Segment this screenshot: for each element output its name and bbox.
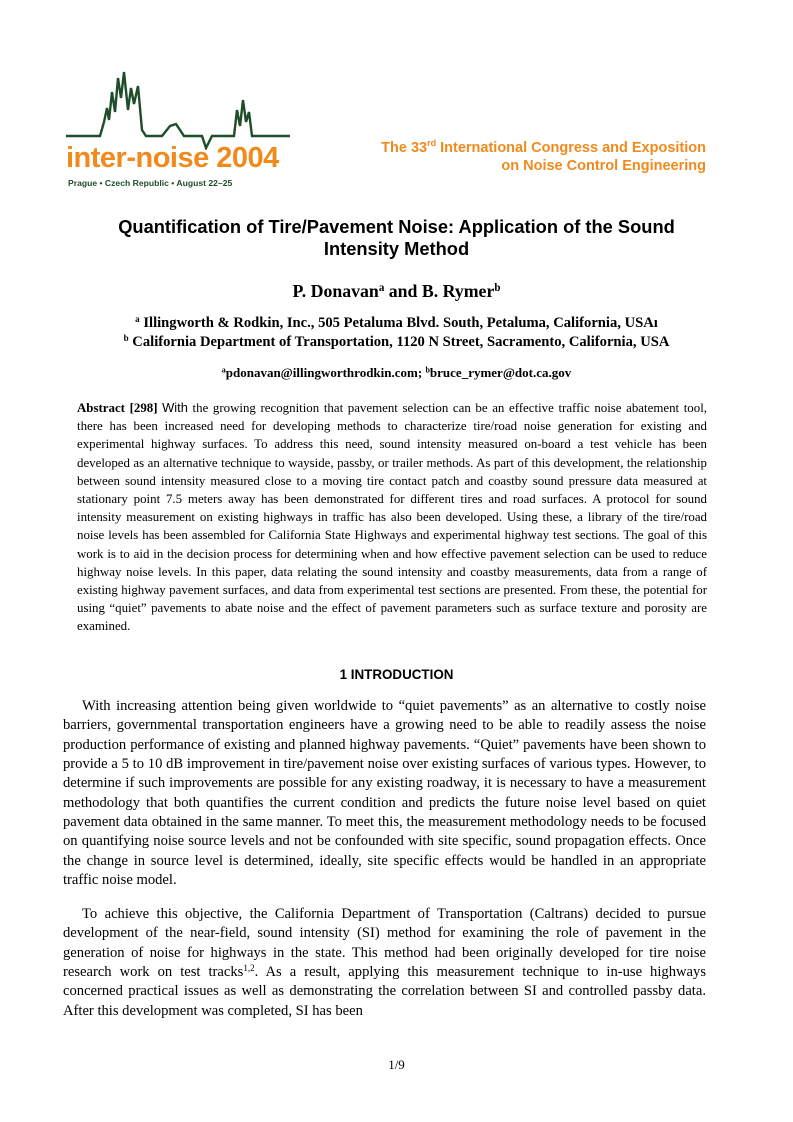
affiliation-a: $^a$ Illingworth & Rodkin, Inc., 505 Petaluma Blvd. South, Petaluma, California, USAı [135, 314, 658, 331]
section-heading: 1 INTRODUCTION [339, 667, 454, 682]
author-name: P. Donavan [292, 281, 379, 301]
conference-line-2: on Noise Control Engineering [501, 158, 706, 174]
author-name: B. Rymer [421, 281, 495, 301]
logo-tagline: Prague • Czech Republic • August 22–25 [68, 178, 233, 188]
inter-noise-logo [62, 70, 294, 195]
citation-ref: 1,2 [243, 963, 255, 974]
conference-name [381, 139, 706, 175]
conference-line-1: The 33rd International Congress and Exposition [381, 138, 706, 156]
page-number: 1/9 [388, 1057, 405, 1072]
affiliation-b: $^b$ California Department of Transportation, 1120 N Street, Sacramento, California, USA [123, 333, 670, 350]
author-list: P. Donavan$^a$ and B. Rymer$^b$ [292, 281, 501, 301]
abstract-label: Abstract [298] [77, 401, 158, 415]
paper-title: Quantification of Tire/Pavement Noise: Application of the Sound Intensity Method [118, 216, 675, 259]
author-emails: $^a$pdonavan@illingworthrodkin.com; $^b$bruce_rymer@dot.ca.gov [221, 365, 572, 380]
email-link[interactable]: bruce_rymer@dot.ca.gov [429, 365, 572, 380]
abstract: Abstract [298] With the growing recognition that pavement selection can be an effective traffic noise abatement tool, there has been increased need for developing methods to characterize tire/road noise generation for existing and experimental highway surfaces. To address this need, sound intensity measured on-board a test vehicle has been developed as an alternative technique to wayside, passby, or trailer methods. As part of this development, the relationship between sound intensity measured close to a moving tire contact patch and coastby sound pressure data measured at stationary point 7.5 meters away has been demonstrated for different tires and road surfaces. A protocol for sound intensity measurement on existing highways in traffic has also been developed. Using these, a library of the tire/road noise levels has been assembled for California State Highways and experimental highway test sections. The goal of this work is to aid in the decision process for determining when and how effective pavement selection can be used to reduce highway noise levels. In this paper, data relating the sound intensity and coastby measurements, data from a range of existing highway pavement surfaces, and data from experimental test sections are presented. From these, the potential for using “quiet” pavements to abate noise and the effect of pavement parameters such as surface texture and porosity are examined. [77, 400, 707, 634]
abstract-text: the growing recognition that pavement selection can be an effective traffic noise abatement tool, there has been increased need for developing methods to characterize tire/road noise generation for existing and experimental highway surfaces. To address this need, sound intensity measured on-board a test vehicle has been developed as an alternative technique to wayside, passby, or trailer methods. As part of this development, the relationship between sound intensity measured close to a moving tire contact patch and coastby sound pressure data measured at stationary point 7.5 meters away has been demonstrated for different tires and road surfaces. A protocol for sound intensity measurement on existing highways in traffic has also been developed. Using these, a library of the tire/road noise levels has been assembled for California State Highways and experimental highway test sections. The goal of this work is to aid in the decision process for determining when and how effective pavement selection can be used to reduce highway noise levels. In this paper, data relating the sound intensity and coastby measurements, data from a range of existing highway pavement surfaces, and data from experimental test sections are presented. From these, the potential for using “quiet” pavements to abate noise and the effect of pavement parameters such as surface texture and porosity are examined. [77, 401, 707, 634]
logo-wordmark: inter-noise 2004 [66, 142, 279, 174]
intro-paragraph-2: To achieve this objective, the California Department of Transportation (Caltrans) decided to pursue development of the near-field, sound intensity (SI) method for examining the role of pavement in the generation of noise for highways in the state. This method had been originally developed for tire noise research work on test tracks$^{1,2}$. As a result, applying this measurement technique to in-use highways concerned practical issues as well as demonstrating the correlation between SI and controlled passby data. After this development was completed, SI has been [63, 906, 706, 1019]
email-link[interactable]: pdonavan@illingworthrodkin.com [225, 365, 418, 380]
skyline-icon [62, 70, 294, 150]
intro-paragraph-1: With increasing attention being given worldwide to “quiet pavements” as an alternative to costly noise barriers, governmental transportation engineers have a growing need to be able to readily assess the noise production performance of existing and planned highway pavements. “Quiet” pavements have been shown to provide a 5 to 10 dB improvement in tire/pavement noise over existing surfaces of various types. However, to determine if such improvements are possible for any existing roadway, it is necessary to have a measurement methodology that both quantifies the current condition and predicts the future noise level based on quiet pavement data obtained in the same manner. To meet this, the measurement methodology needs to be focused on quantifying noise source levels and not be confounded with site specific, sound propagation effects. Once the change in source level is determined, ideally, site specific effects would be handled in an appropriate traffic noise model. [63, 698, 706, 889]
